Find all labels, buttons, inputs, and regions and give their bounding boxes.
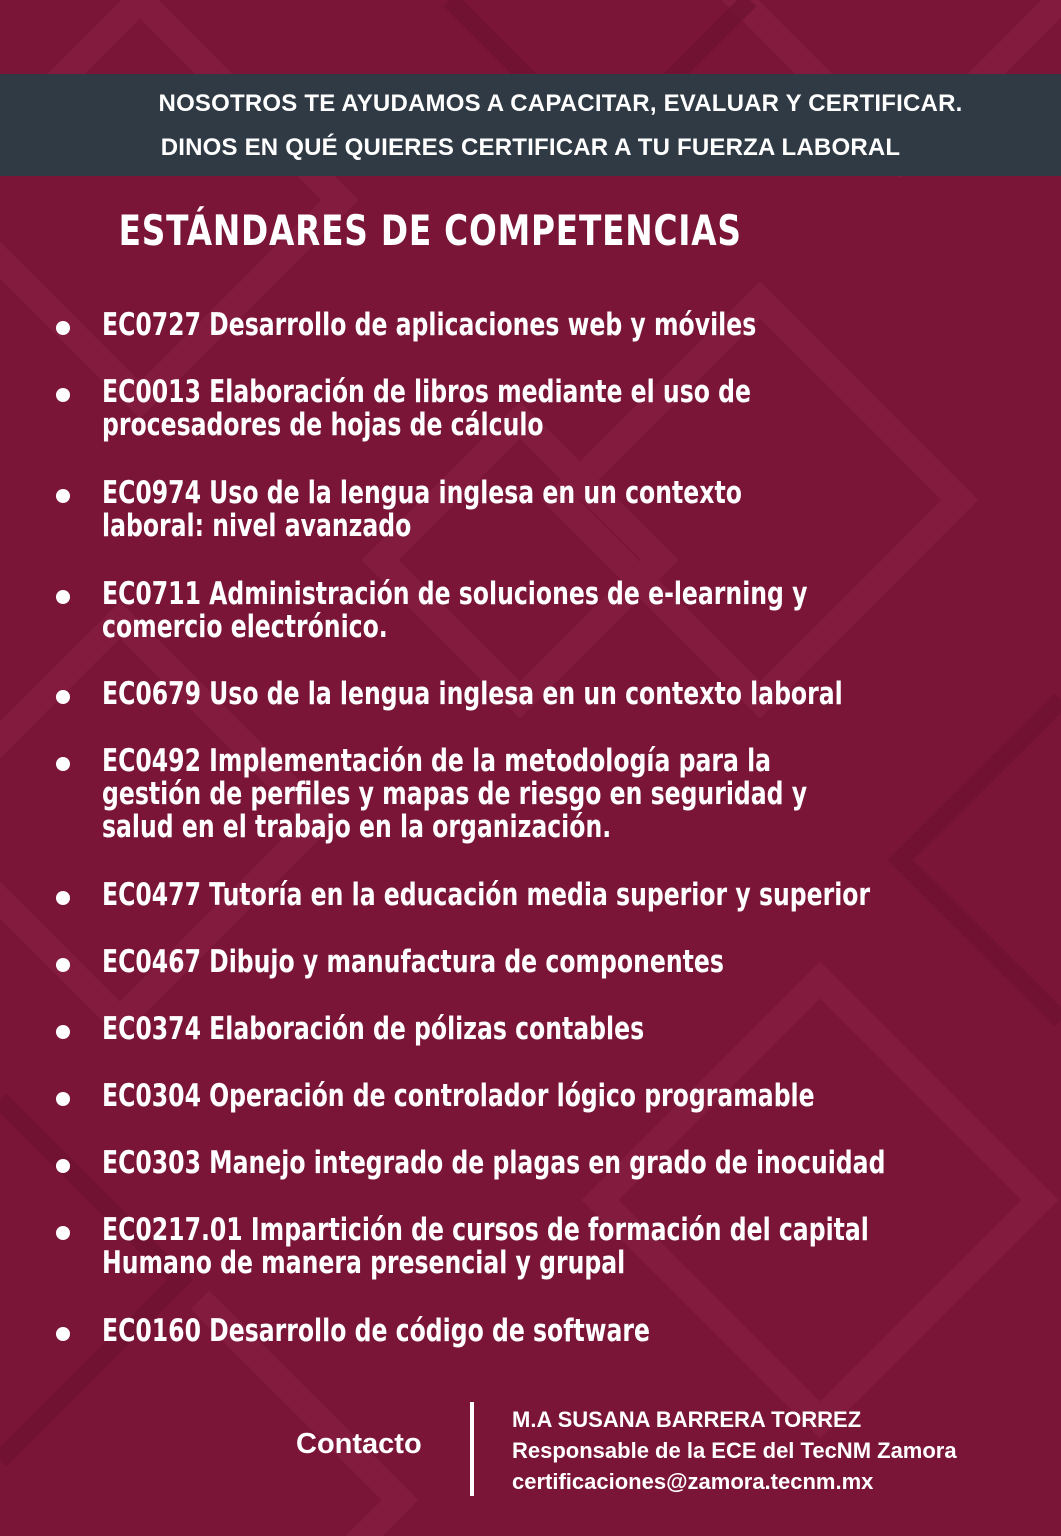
bullet-icon [56, 388, 70, 402]
list-item-text: EC0974 Uso de la lengua inglesa en un contexto laboral: nivel avanzado [102, 475, 742, 544]
bullet-icon [56, 690, 70, 704]
bullet-icon [56, 1092, 70, 1106]
list-item-text: EC0303 Manejo integrado de plagas en grado de inocuidad [102, 1145, 886, 1181]
bullet-icon [56, 1226, 70, 1240]
contact-role: Responsable de la ECE del TecNM Zamora [512, 1438, 957, 1463]
contact-label: Contacto [296, 1428, 422, 1460]
list-item-text: EC0160 Desarrollo de código de software [102, 1313, 651, 1349]
bullet-icon [56, 321, 70, 335]
contact-name: M.A SUSANA BARRERA TORREZ [512, 1407, 862, 1432]
bullet-icon [56, 590, 70, 604]
list-item-text: EC0217.01 Impartición de cursos de formación del capital Humano de manera presencial y grupal [102, 1212, 869, 1281]
list-item-text: EC0492 Implementación de la metodología para la gestión de perfiles y mapas de riesgo en seguridad y salud en el trabajo en la organización. [102, 743, 808, 845]
list-item-text: EC0727 Desarrollo de aplicaciones web y móviles [102, 307, 757, 343]
bullet-icon [56, 1159, 70, 1173]
bullet-icon [56, 1025, 70, 1039]
list-item-text: EC0711 Administración de soluciones de e-learning y comercio electrónico. [102, 576, 808, 645]
list-item-text: EC0304 Operación de controlador lógico programable [102, 1078, 815, 1114]
bullet-icon [56, 958, 70, 972]
bullet-icon [56, 757, 70, 771]
list-item-text: EC0374 Elaboración de pólizas contables [102, 1011, 645, 1047]
list-item-text: EC0013 Elaboración de libros mediante el uso de procesadores de hojas de cálculo [102, 374, 751, 443]
bullet-icon [56, 1327, 70, 1341]
bullet-icon [56, 489, 70, 503]
contact-email[interactable]: certificaciones@zamora.tecnm.mx [512, 1469, 874, 1494]
contact-divider [470, 1402, 474, 1496]
list-item-text: EC0477 Tutoría en la educación media superior y superior [102, 877, 871, 913]
list-item-text: EC0467 Dibujo y manufactura de componentes [102, 944, 724, 980]
banner-line-2: DINOS EN QUÉ QUIERES CERTIFICAR A TU FUERZA LABORAL [160, 134, 901, 161]
top-banner [0, 74, 1061, 176]
page-title: ESTÁNDARES DE COMPETENCIAS [118, 206, 742, 255]
banner-line-1: NOSOTROS TE AYUDAMOS A CAPACITAR, EVALUAR Y CERTIFICAR. [158, 90, 963, 117]
bullet-icon [56, 891, 70, 905]
list-item-text: EC0679 Uso de la lengua inglesa en un contexto laboral [102, 676, 843, 712]
